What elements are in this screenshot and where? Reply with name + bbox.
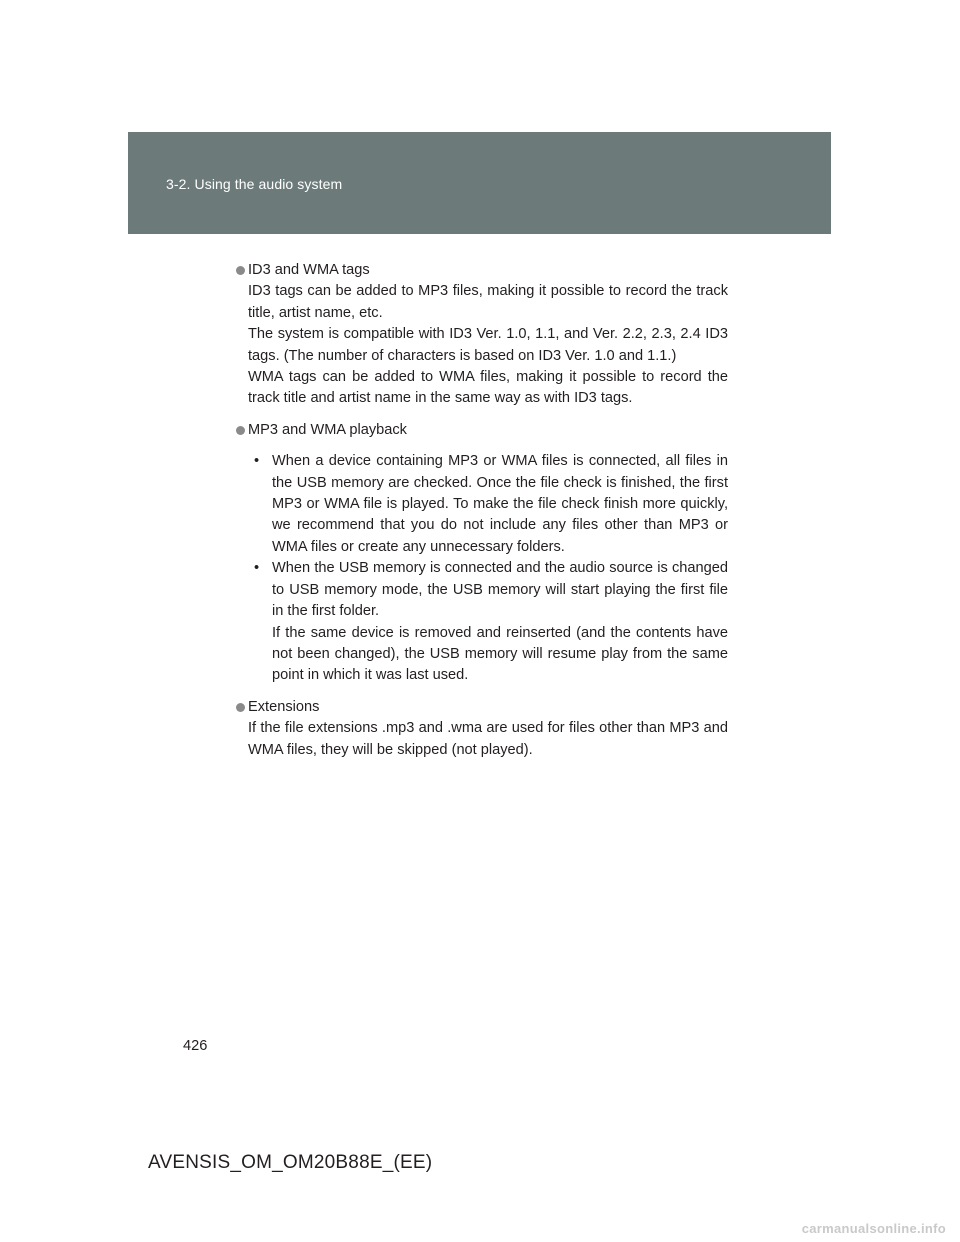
sub-list-item xyxy=(248,451,728,558)
page-content xyxy=(236,260,728,761)
sub-paragraph: When a device containing MP3 or WMA files is connected, all files in the USB memory are checked. Once the file check is finished, the first MP3 or WMA file is played. To make the file check finish more quickly, we recommend that you do not include any files other than MP3 or WMA files or create any unnecessary folders. xyxy=(272,453,728,555)
topic-paragraph: The system is compatible with ID3 Ver. 1.0, 1.1, and Ver. 2.2, 2.3, 2.4 ID3 tags. (The number of characters is based on ID3 Ver. 1.0 and 1.1.) xyxy=(248,326,728,364)
topic-paragraph: If the file extensions .mp3 and .wma are used for files other than MP3 and WMA files, they will be skipped (not played). xyxy=(248,720,728,758)
sub-list-item xyxy=(248,558,728,686)
watermark: carmanualsonline.info xyxy=(801,1221,946,1236)
sub-bullet-icon: • xyxy=(254,560,260,577)
topic-id3-wma-tags xyxy=(236,260,728,410)
section-title: 3-2. Using the audio system xyxy=(166,176,343,192)
topic-paragraph: ID3 tags can be added to MP3 files, making it possible to record the track title, artist name, etc. xyxy=(248,283,728,321)
bullet-dot-icon xyxy=(236,426,245,435)
sub-bullet-icon: • xyxy=(254,453,260,470)
section-header-band xyxy=(128,132,831,234)
topic-paragraph: WMA tags can be added to WMA files, making it possible to record the track title and artist name in the same way as with ID3 tags. xyxy=(248,369,728,407)
bullet-dot-icon xyxy=(236,703,245,712)
topic-title: MP3 and WMA playback xyxy=(248,421,407,438)
bullet-dot-icon xyxy=(236,266,245,275)
sub-list xyxy=(248,451,728,686)
topic-extensions xyxy=(236,697,728,761)
topic-title: ID3 and WMA tags xyxy=(248,262,370,278)
topic-mp3-wma-playback xyxy=(236,420,728,687)
document-code: AVENSIS_OM_OM20B88E_(EE) xyxy=(148,1152,433,1173)
sub-paragraph: If the same device is removed and reinserted (and the contents have not been changed), the USB memory will resume play from the same point in which it was last used. xyxy=(272,624,728,684)
page-number: 426 xyxy=(183,1038,208,1054)
sub-paragraph: When the USB memory is connected and the audio source is changed to USB memory mode, the USB memory will start playing the first file in the first folder. xyxy=(272,560,728,620)
topic-title: Extensions xyxy=(248,698,320,715)
